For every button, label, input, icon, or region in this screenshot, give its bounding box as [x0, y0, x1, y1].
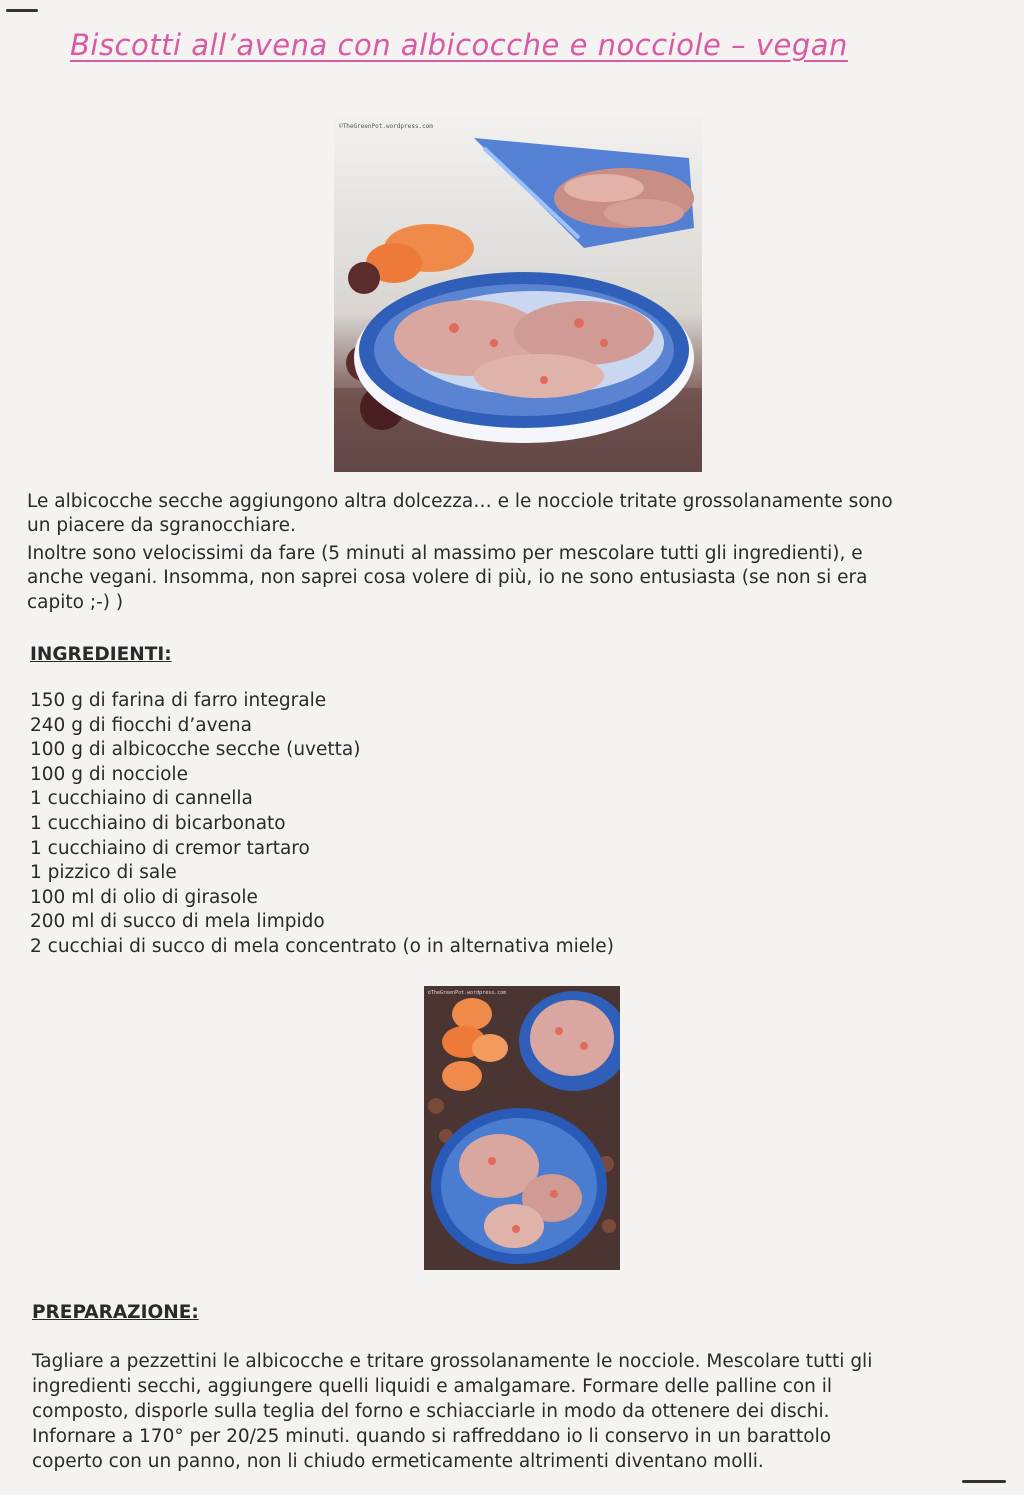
- ingredient-item: 200 ml di succo di mela limpido: [30, 911, 325, 933]
- intro-line: anche vegani. Insomma, non saprei cosa volere di più, io ne sono entusiasta (se non si era: [27, 567, 868, 588]
- photo-watermark: ©TheGreenPot.wordpress.com: [339, 123, 433, 130]
- preparation-heading: PREPARAZIONE:: [32, 1302, 199, 1323]
- scan-mark: [962, 1480, 1006, 1483]
- cookies-top-view-illustration: [424, 986, 620, 1270]
- intro-line: Le albicocche secche aggiungono altra dolcezza… e le nocciole tritate grossolanamente sono: [27, 491, 893, 512]
- scan-mark: [6, 9, 38, 12]
- ingredient-item: 100 g di nocciole: [30, 763, 188, 785]
- intro-line: un piacere da sgranocchiare.: [27, 515, 296, 536]
- photo-watermark: ©TheGreenPot.wordpress.com: [428, 990, 507, 996]
- cookies-bowl-photo: [334, 118, 702, 472]
- preparation-line: Infornare a 170° per 20/25 minuti. quando si raffreddano io li conservo in un barattolo: [32, 1426, 832, 1447]
- ingredient-item: 1 cucchiaino di cremor tartaro: [30, 837, 310, 859]
- ingredient-item: 100 g di albicocche secche (uvetta): [30, 739, 361, 761]
- intro-line: Inoltre sono velocissimi da fare (5 minuti al massimo per mescolare tutti gli ingredienti), e: [27, 543, 863, 564]
- cookies-top-view-photo: [424, 986, 620, 1270]
- ingredients-list: [30, 689, 614, 960]
- ingredient-item: 1 cucchiaino di cannella: [30, 788, 253, 810]
- preparation-line: composto, disporle sulla teglia del forno e schiacciarle in modo da ottenere dei dischi.: [32, 1401, 830, 1422]
- ingredient-item: 1 cucchiaino di bicarbonato: [30, 812, 286, 834]
- ingredient-item: 100 ml di olio di girasole: [30, 886, 258, 908]
- ingredient-item: 2 cucchiai di succo di mela concentrato (o in alternativa miele): [30, 935, 614, 957]
- intro-line: capito ;-) ): [27, 592, 124, 613]
- page-title: Biscotti all’avena con albicocche e nocciole – vegan: [70, 28, 848, 62]
- preparation-line: Tagliare a pezzettini le albicocche e tritare grossolanamente le nocciole. Mescolare tutti gli: [32, 1351, 873, 1372]
- ingredient-item: 240 g di fiocchi d’avena: [30, 714, 252, 736]
- preparation-line: coperto con un panno, non li chiudo ermeticamente altrimenti diventano molli.: [32, 1451, 764, 1472]
- cookies-bowl-illustration: [334, 118, 702, 472]
- ingredient-item: 1 pizzico di sale: [30, 862, 177, 884]
- preparation-line: ingredienti secchi, aggiungere quelli liquidi e amalgamare. Formare delle palline con il: [32, 1376, 833, 1397]
- ingredients-heading: INGREDIENTI:: [30, 644, 172, 665]
- ingredient-item: 150 g di farina di farro integrale: [30, 690, 327, 711]
